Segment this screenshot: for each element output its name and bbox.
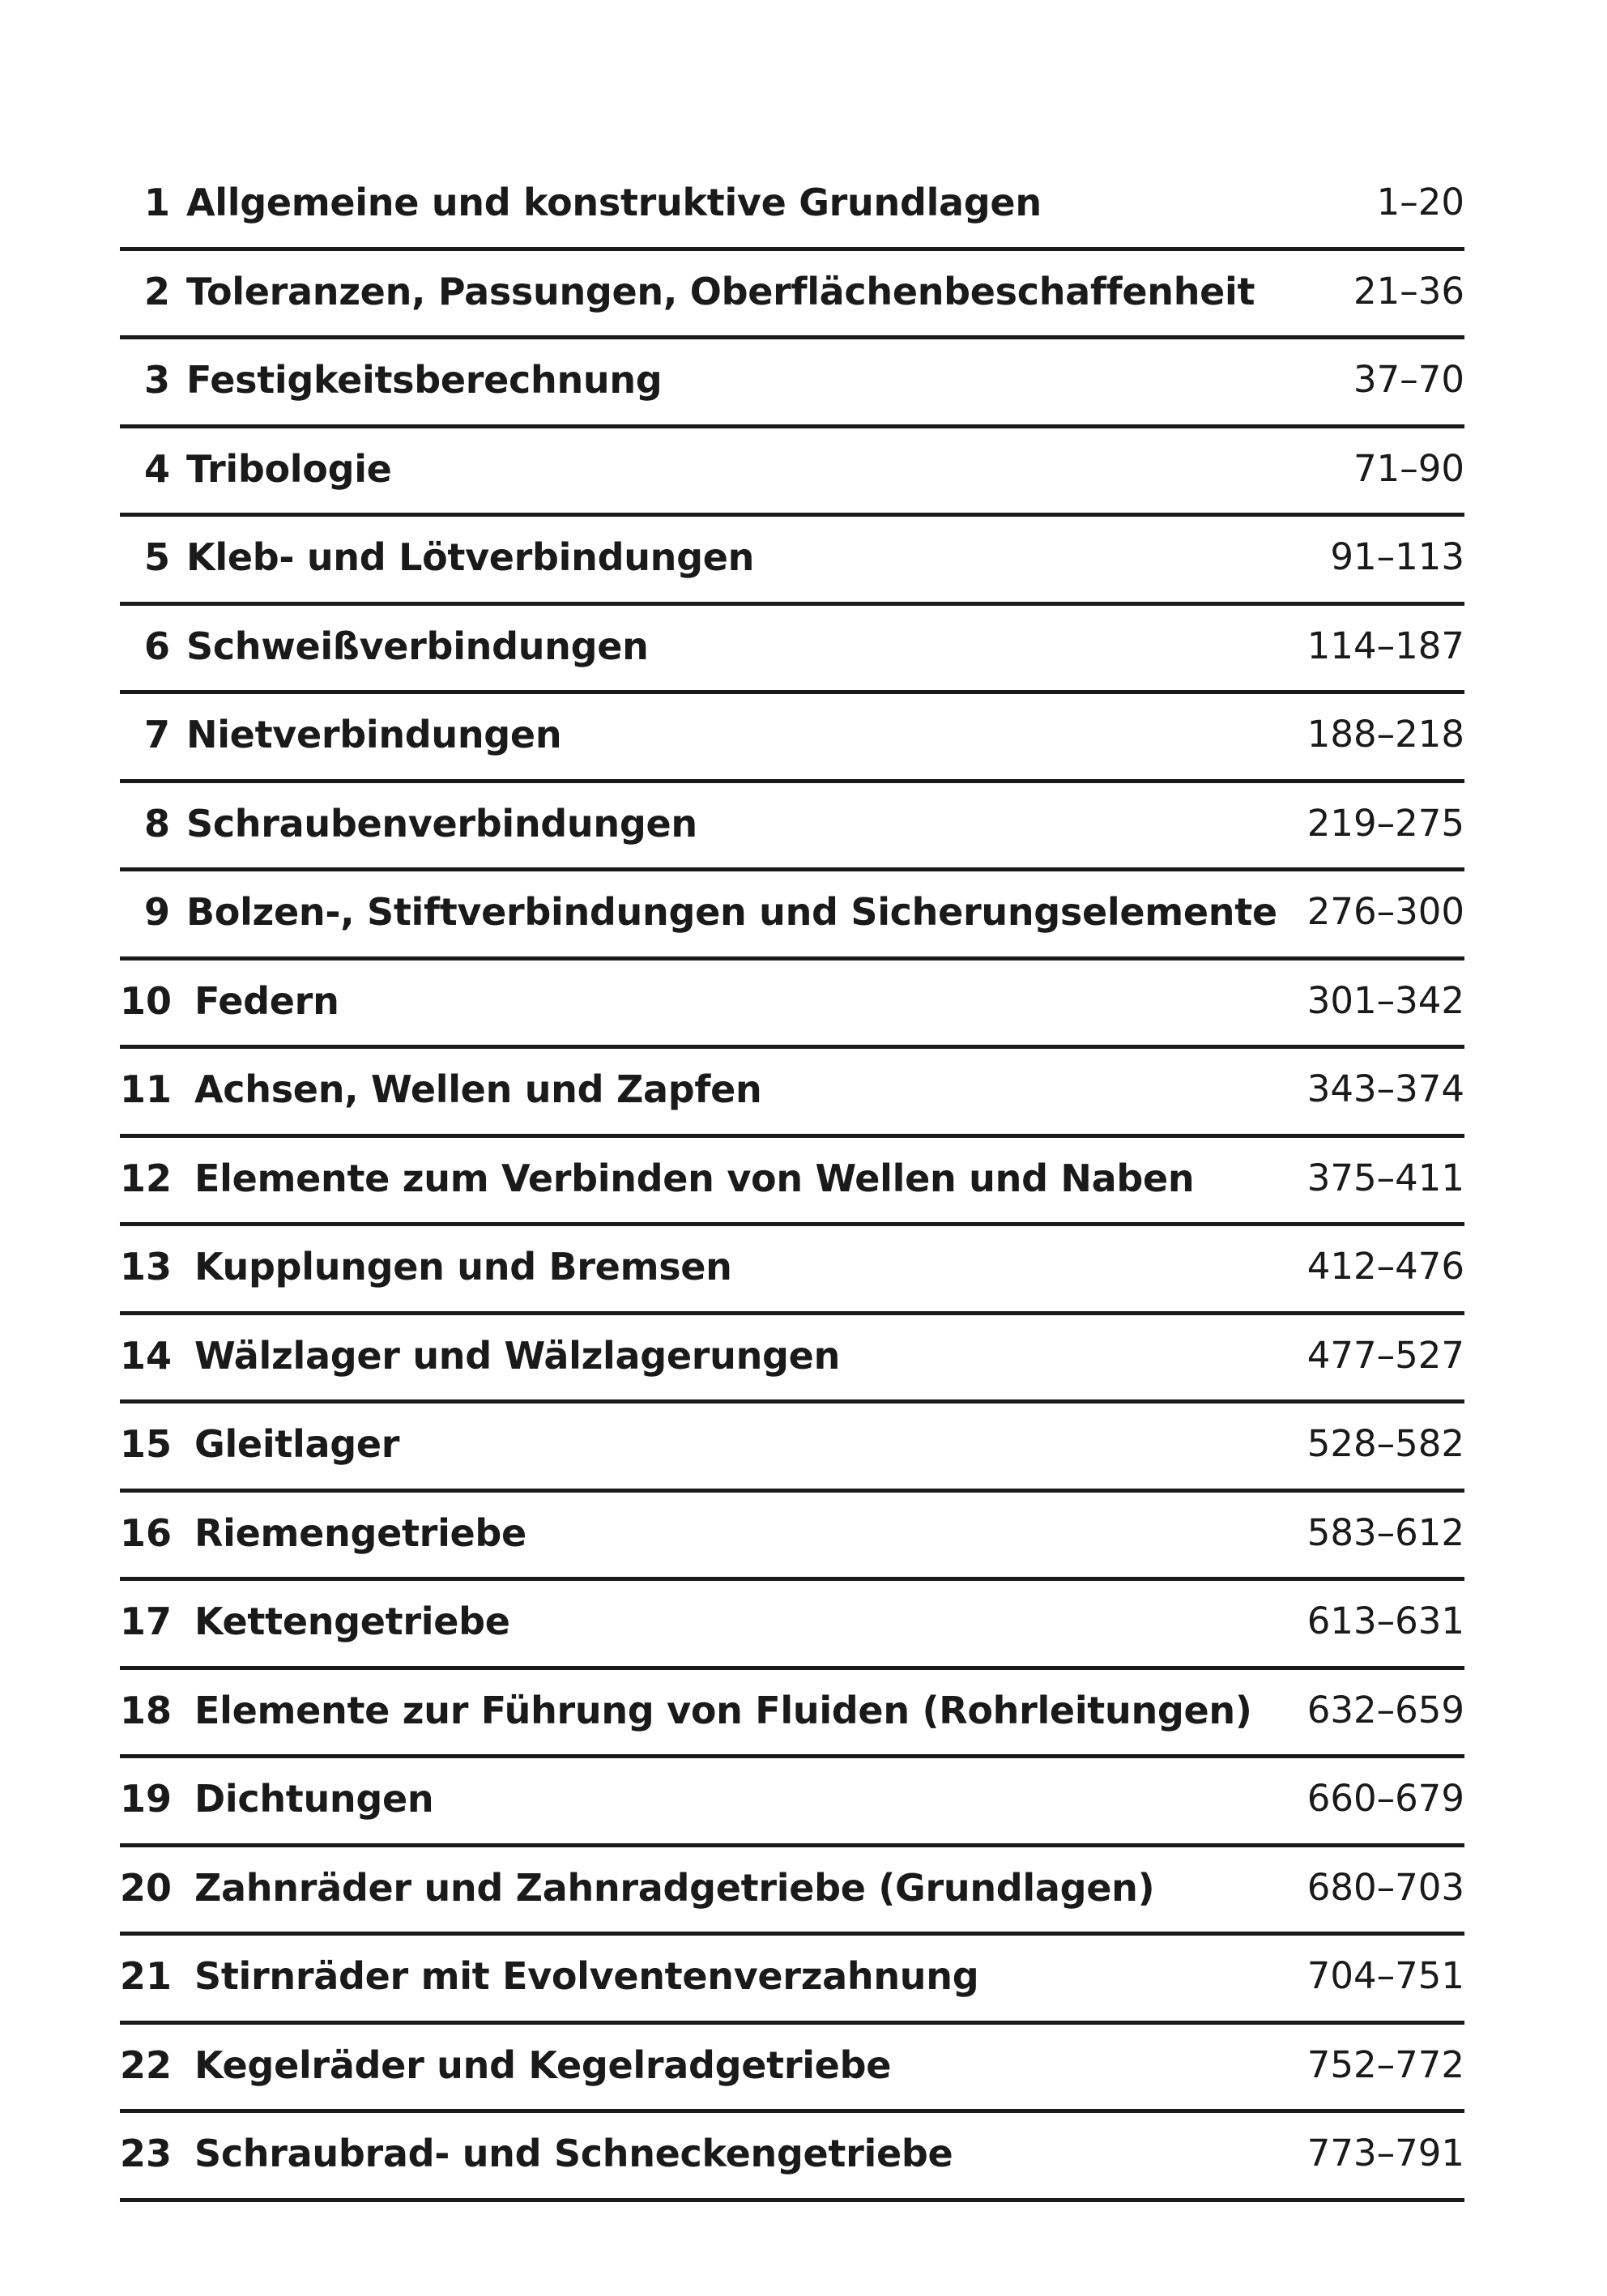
toc-row[interactable] (120, 2025, 1464, 2114)
chapter-title: Riemengetriebe (194, 1510, 526, 1555)
chapter-number: 6 (143, 624, 170, 668)
toc-row[interactable] (120, 1404, 1464, 1493)
page-range: 412–476 (1306, 1245, 1464, 1288)
chapter-title: Tribologie (186, 446, 392, 491)
page-range: 21–36 (1353, 269, 1464, 313)
page-range: 773–791 (1306, 2132, 1464, 2175)
chapter-title: Stirnräder mit Evolventenverzahnung (194, 1954, 979, 1998)
chapter-title: Federn (194, 978, 339, 1023)
toc-row[interactable] (120, 606, 1464, 695)
chapter-number: 9 (143, 890, 170, 934)
toc-row[interactable] (120, 162, 1464, 251)
toc-row[interactable] (120, 1936, 1464, 2025)
chapter-title: Toleranzen, Passungen, Oberflächenbeschaffenheit (186, 269, 1255, 313)
toc-row[interactable] (120, 694, 1464, 783)
page-range: 188–218 (1306, 713, 1464, 756)
chapter-title: Schweißverbindungen (186, 624, 649, 668)
chapter-title: Achsen, Wellen und Zapfen (194, 1067, 762, 1111)
page-range: 71–90 (1353, 446, 1464, 490)
chapter-number: 3 (143, 358, 170, 402)
page-range: 1–20 (1376, 181, 1464, 224)
chapter-title: Festigkeitsberechnung (186, 358, 663, 402)
chapter-number: 4 (143, 446, 170, 491)
chapter-number: 8 (143, 801, 170, 846)
chapter-title: Kettengetriebe (194, 1600, 510, 1643)
page-range: 219–275 (1306, 801, 1464, 845)
toc-row[interactable] (120, 1049, 1464, 1138)
chapter-number: 13 (120, 1245, 173, 1289)
toc-row[interactable] (120, 871, 1464, 961)
chapter-number: 20 (120, 1865, 173, 1910)
toc-row[interactable] (120, 783, 1464, 872)
chapter-title: Schraubrad- und Schneckengetriebe (194, 2132, 953, 2175)
chapter-title: Bolzen-, Stiftverbindungen und Sicherungselemente (186, 890, 1277, 934)
chapter-title: Kegelräder und Kegelradgetriebe (194, 2043, 892, 2087)
page-range: 91–113 (1330, 535, 1464, 578)
toc-row[interactable] (120, 2113, 1464, 2202)
chapter-title: Kupplungen und Bremsen (194, 1245, 732, 1289)
chapter-number: 17 (120, 1600, 173, 1643)
chapter-title: Allgemeine und konstruktive Grundlagen (186, 181, 1042, 224)
page-range: 528–582 (1306, 1422, 1464, 1465)
page-range: 583–612 (1306, 1510, 1464, 1554)
chapter-number: 7 (143, 713, 170, 756)
page-range: 632–659 (1306, 1688, 1464, 1732)
page-range: 613–631 (1306, 1600, 1464, 1642)
toc-row[interactable] (120, 1138, 1464, 1227)
chapter-title: Elemente zur Führung von Fluiden (Rohrleitungen) (194, 1688, 1252, 1732)
toc-row[interactable] (120, 1493, 1464, 1582)
chapter-number: 5 (143, 535, 170, 579)
toc-row[interactable] (120, 1670, 1464, 1759)
chapter-number: 15 (120, 1422, 173, 1466)
chapter-number: 18 (120, 1688, 173, 1732)
toc-row[interactable] (120, 1758, 1464, 1847)
chapter-title: Gleitlager (194, 1422, 400, 1466)
page-range: 301–342 (1306, 978, 1464, 1022)
page-range: 375–411 (1306, 1156, 1464, 1199)
toc-row[interactable] (120, 1226, 1464, 1315)
toc-row[interactable] (120, 339, 1464, 428)
toc-row[interactable] (120, 1847, 1464, 1936)
chapter-title: Schraubenverbindungen (186, 801, 697, 846)
chapter-title: Elemente zum Verbinden von Wellen und Naben (194, 1156, 1195, 1200)
page-range: 704–751 (1306, 1954, 1464, 1997)
chapter-title: Wälzlager und Wälzlagerungen (194, 1333, 841, 1378)
chapter-title: Dichtungen (194, 1777, 434, 1821)
toc-row[interactable] (120, 428, 1464, 518)
toc-row[interactable] (120, 1315, 1464, 1404)
chapter-number: 14 (120, 1333, 173, 1378)
toc-row[interactable] (120, 1581, 1464, 1670)
table-of-contents (120, 162, 1464, 2202)
page-range: 477–527 (1306, 1333, 1464, 1377)
page-range: 752–772 (1306, 2043, 1464, 2086)
chapter-title: Zahnräder und Zahnradgetriebe (Grundlagen) (194, 1865, 1155, 1910)
page-range: 660–679 (1306, 1777, 1464, 1820)
page-range: 276–300 (1306, 890, 1464, 933)
chapter-number: 10 (120, 978, 173, 1023)
page-range: 37–70 (1353, 358, 1464, 401)
page-range: 343–374 (1306, 1067, 1464, 1110)
page-range: 114–187 (1306, 624, 1464, 667)
chapter-number: 1 (143, 181, 170, 224)
chapter-number: 2 (143, 269, 170, 313)
chapter-number: 23 (120, 2132, 173, 2175)
toc-row[interactable] (120, 517, 1464, 606)
toc-row[interactable] (120, 251, 1464, 340)
chapter-number: 11 (120, 1067, 173, 1111)
chapter-number: 16 (120, 1510, 173, 1555)
toc-row[interactable] (120, 961, 1464, 1050)
page-range: 680–703 (1306, 1865, 1464, 1909)
chapter-title: Kleb- und Lötverbindungen (186, 535, 755, 579)
chapter-title: Nietverbindungen (186, 713, 562, 756)
chapter-number: 22 (120, 2043, 173, 2087)
chapter-number: 12 (120, 1156, 173, 1200)
chapter-number: 21 (120, 1954, 173, 1998)
chapter-number: 19 (120, 1777, 173, 1821)
